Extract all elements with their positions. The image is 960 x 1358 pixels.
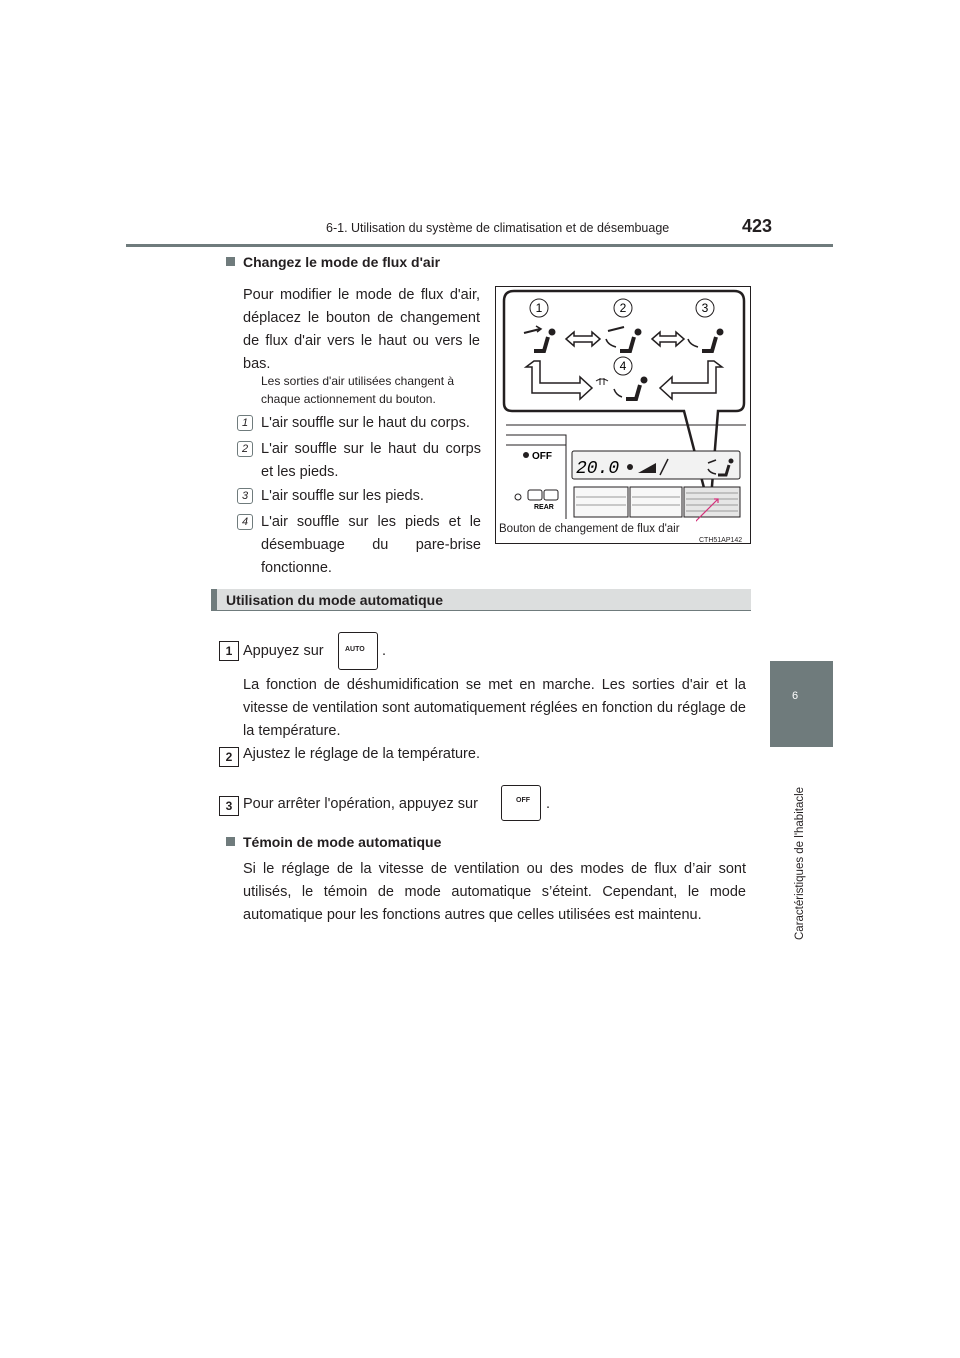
airflow-heading: Changez le mode de flux d'air <box>226 254 440 270</box>
callout-3: 3 <box>701 301 709 315</box>
list-item: L'air souffle sur le haut du corps et les pieds. <box>261 441 481 480</box>
airflow-note: Les sorties d'air utilisées changent à chaque actionnement du bouton. <box>261 374 455 406</box>
item-number: 2 <box>237 441 253 457</box>
item-number: 1 <box>237 415 253 431</box>
step-text-end: . <box>546 796 551 812</box>
off-button-icon[interactable] <box>501 785 541 821</box>
indicator-heading: Témoin de mode automatique <box>226 834 441 850</box>
step-text: Appuyez sur <box>243 643 324 659</box>
callout-2: 2 <box>619 301 627 315</box>
airflow-intro: Pour modifier le mode de flux d'air, déplacez le bouton de changement de flux d'air vers le haut ou vers le bas. <box>243 287 480 372</box>
step-number: 3 <box>219 796 239 816</box>
callout-1: 1 <box>535 301 543 315</box>
callout-4: 4 <box>619 359 627 373</box>
rear-label: REAR <box>534 504 554 511</box>
square-bullet-icon <box>226 257 235 266</box>
auto-button-icon[interactable] <box>338 632 378 670</box>
airflow-figure <box>495 286 751 544</box>
airflow-diagram <box>496 287 750 543</box>
chapter-title: Caractéristiques de l'habitacle <box>794 786 806 940</box>
step-number: 2 <box>219 747 239 767</box>
step-text: Pour arrêter l'opération, appuyez sur <box>243 796 478 812</box>
header-title: 6-1. Utilisation du système de climatisation et de désembuage <box>326 221 670 235</box>
page-number: 423 <box>742 216 773 236</box>
temperature-display: 20.0 <box>576 459 620 479</box>
header-rule <box>126 244 833 247</box>
fan-off-icon <box>523 452 529 458</box>
indicator-text: Si le réglage de la vitesse de ventilation ou des modes de flux d’air sont utilisés, le témoin de mode automatique s’éteint. Cependant, le mode automatique pour les fonctions autres que celles utilisées est maintenu. <box>243 861 746 923</box>
button-label: Bouton de changement de flux d'air <box>499 523 680 535</box>
square-bullet-icon <box>226 837 235 846</box>
off-label: OFF <box>532 451 552 462</box>
section-heading-bar <box>211 589 751 611</box>
chapter-number: 6 <box>792 690 799 702</box>
item-number: 4 <box>237 514 253 530</box>
step-text-end: . <box>382 643 387 659</box>
off-button-label: OFF <box>516 797 530 804</box>
list-item: L'air souffle sur les pieds. <box>261 488 424 504</box>
step-text: Ajustez le réglage de la température. <box>243 746 480 762</box>
list-item: L'air souffle sur le haut du corps. <box>261 415 470 431</box>
step-detail: La fonction de déshumidification se met en marche. Les sorties d'air et la vitesse de ventilation sont automatiquement réglées en fonction du réglage de la température. <box>243 677 746 739</box>
list-item: L'air souffle sur les pieds et le désembuage du pare-brise fonctionne. <box>261 514 481 576</box>
item-number: 3 <box>237 488 253 504</box>
figure-code: CTH51AP142 <box>699 537 743 543</box>
step-number: 1 <box>219 641 239 661</box>
chapter-tab[interactable] <box>770 661 833 747</box>
section-heading: Utilisation du mode automatique <box>226 592 444 608</box>
auto-button-label: AUTO <box>345 646 365 653</box>
